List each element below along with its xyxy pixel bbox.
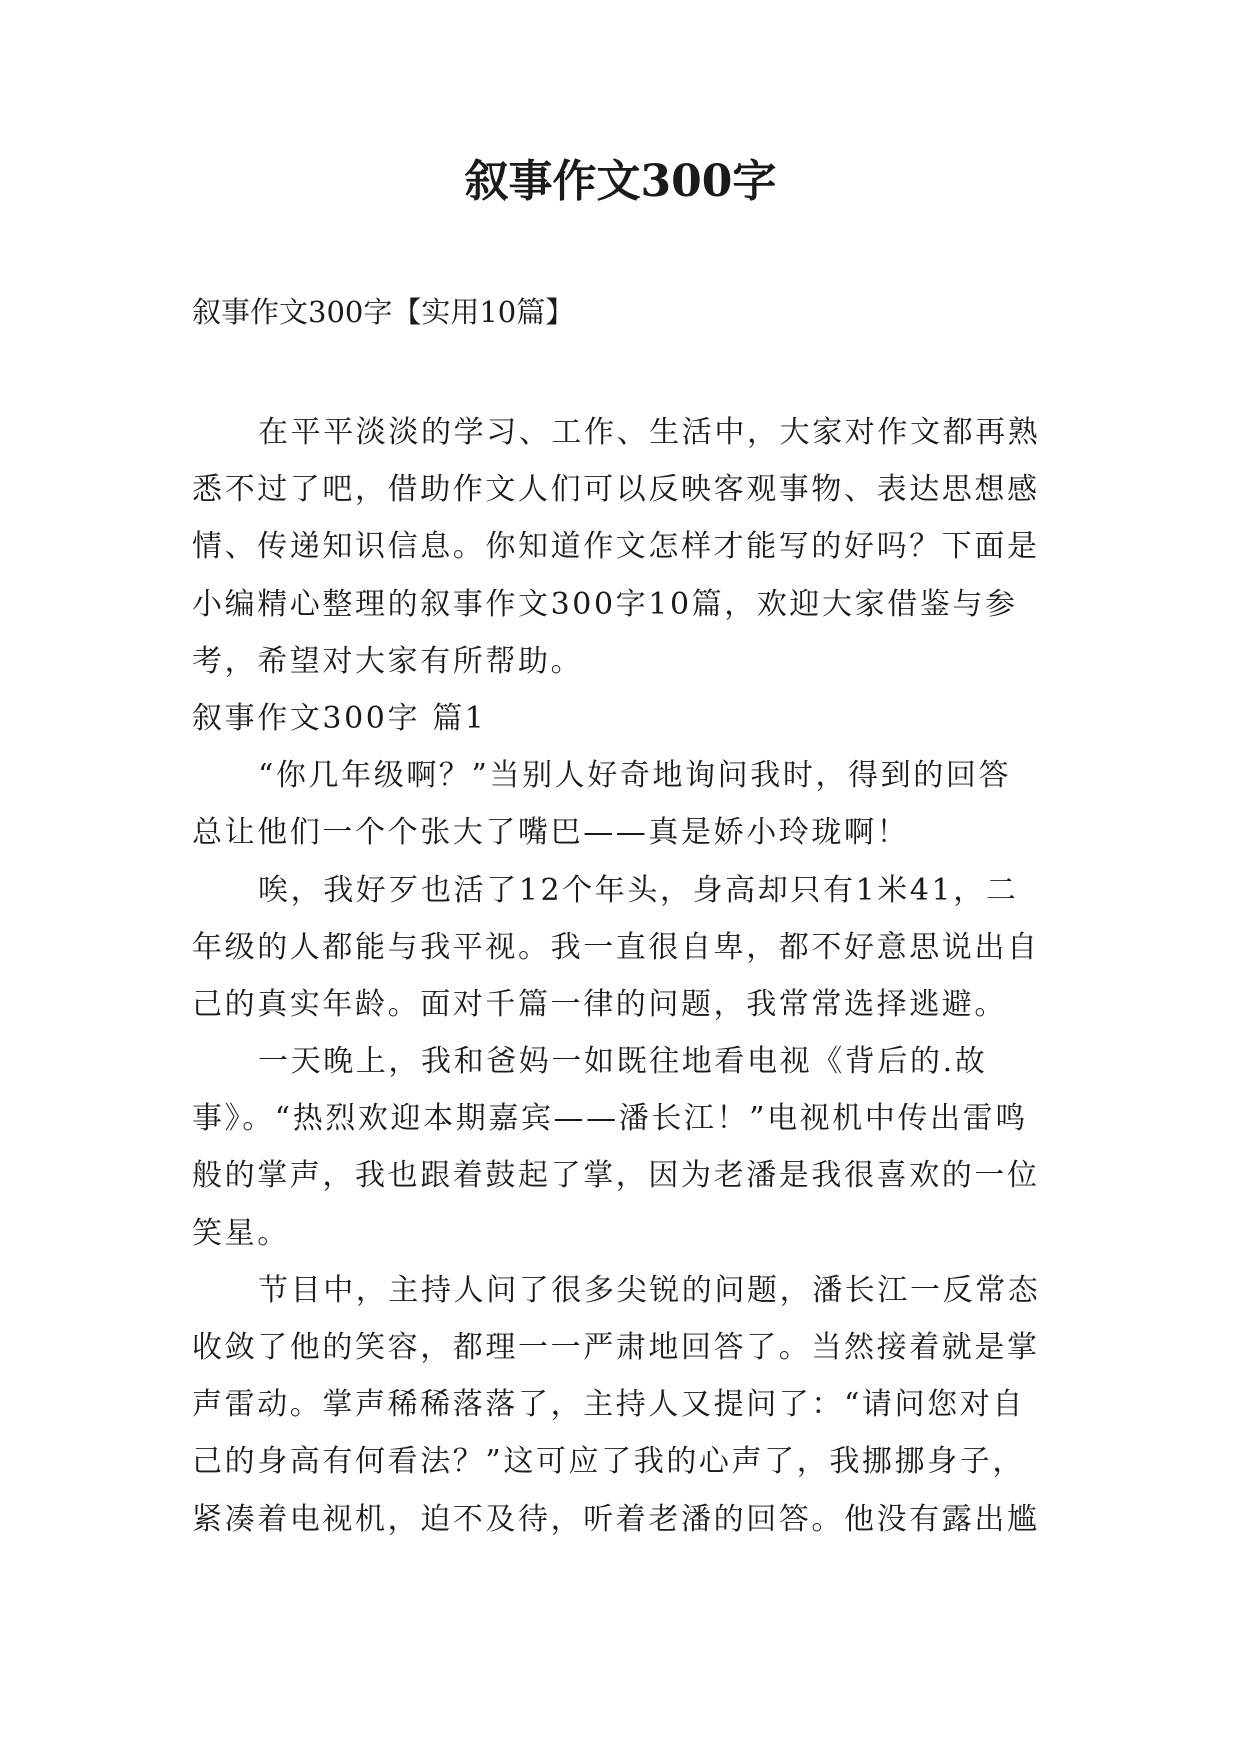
body-text-line: 声雷动。掌声稀稀落落了，主持人又提问了：“请问您对自: [192, 1387, 1025, 1423]
body-text-line: 收敛了他的笑容，都理一一严肃地回答了。当然接着就是掌: [192, 1330, 1040, 1365]
body-text-line: 般的掌声，我也跟着鼓起了掌，因为老潘是我很喜欢的一位: [192, 1158, 1040, 1194]
document-subtitle: 叙事作文300字【实用10篇】: [192, 295, 575, 329]
body-text-line: 在平平淡淡的学习、工作、生活中，大家对作文都再熟: [258, 415, 1041, 450]
body-text-line: 情、传递知识信息。你知道作文怎样才能写的好吗？下面是: [192, 529, 1040, 565]
body-text-line: 事》。“热烈欢迎本期嘉宾——潘长江！”电视机中传出雷鸣: [192, 1101, 1028, 1137]
body-text-line: 叙事作文300字 篇1: [192, 700, 487, 736]
body-text-line: 笑星。: [192, 1215, 290, 1251]
body-text-line: 小编精心整理的叙事作文300字10篇，欢迎大家借鉴与参: [192, 586, 1018, 622]
document-title: 叙事作文300字: [464, 156, 777, 207]
body-text-line: 紧凑着电视机，迫不及待，听着老潘的回答。他没有露出尴: [192, 1501, 1040, 1537]
body-text-line: 悉不过了吧，借助作文人们可以反映客观事物、表达思想感: [192, 472, 1040, 508]
body-text-line: 己的真实年龄。面对千篇一律的问题，我常常选择逃避。: [192, 986, 1007, 1022]
document-body: [192, 404, 1072, 1548]
body-text-line: 考，希望对大家有所帮助。: [192, 643, 584, 679]
body-text-line: “你几年级啊？”当别人好奇地询问我时，得到的回答: [258, 758, 1012, 794]
body-text-line: 节目中，主持人问了很多尖锐的问题，潘长江一反常态: [258, 1272, 1041, 1308]
body-text-line: 一天晚上，我和爸妈一如既往地看电视《背后的.故: [258, 1044, 988, 1080]
body-text-line: 唉，我好歹也活了12个年头，身高却只有1米41，二: [258, 872, 1019, 908]
body-text-line: 总让他们一个个张大了嘴巴——真是娇小玲珑啊！: [192, 815, 910, 851]
body-text-line: 己的身高有何看法？”这可应了我的心声了，我挪挪身子，: [192, 1444, 1025, 1480]
body-text-line: 年级的人都能与我平视。我一直很自卑，都不好意思说出自: [192, 929, 1040, 965]
